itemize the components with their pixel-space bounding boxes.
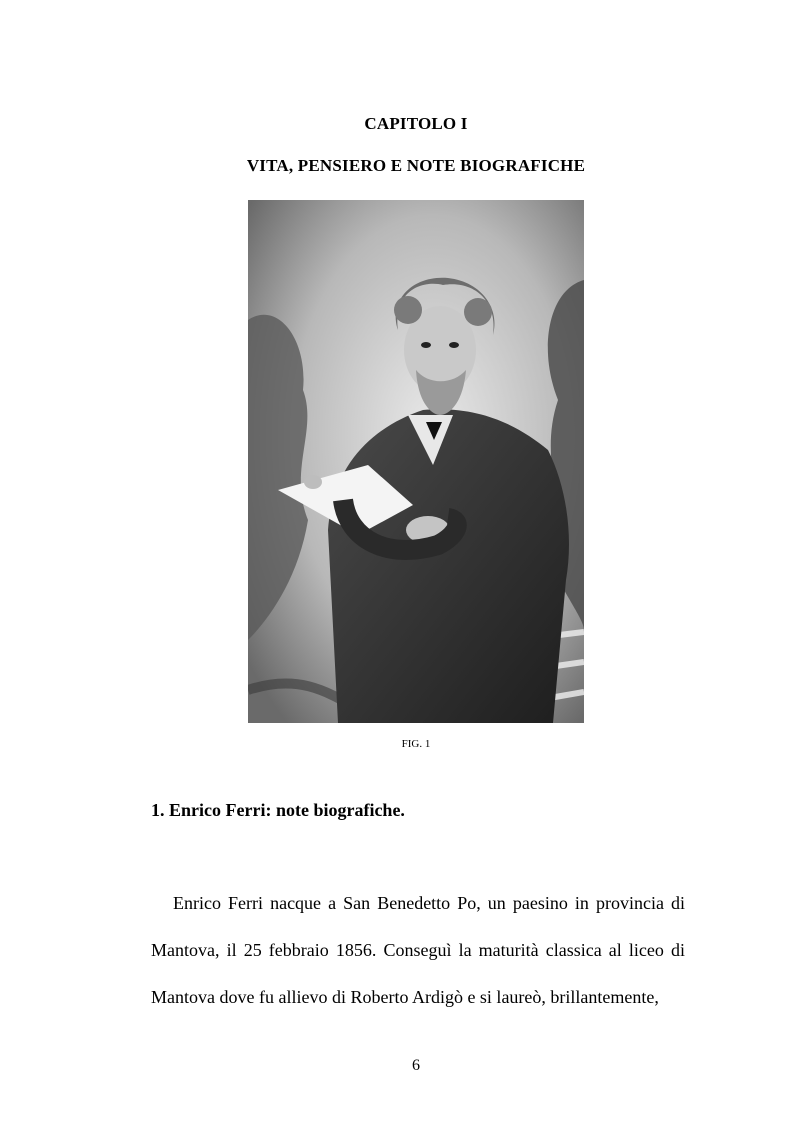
chapter-title: VITA, PENSIERO E NOTE BIOGRAFICHE	[246, 156, 586, 175]
portrait-photo	[248, 200, 584, 723]
body-paragraph: Enrico Ferri nacque a San Benedetto Po, un paesino in provincia di Mantova, il 25 febbraio 1856. Conseguì la maturità classica al liceo di Mantova dove fu allievo di Roberto Ardigò e si laureò, brillantemente,	[151, 893, 685, 1007]
page-number: 6	[412, 1057, 420, 1074]
figure-caption: FIG. 1	[401, 738, 431, 750]
section-heading: 1. Enrico Ferri: note biografiche.	[151, 800, 405, 820]
chapter-label: CAPITOLO I	[364, 114, 468, 133]
